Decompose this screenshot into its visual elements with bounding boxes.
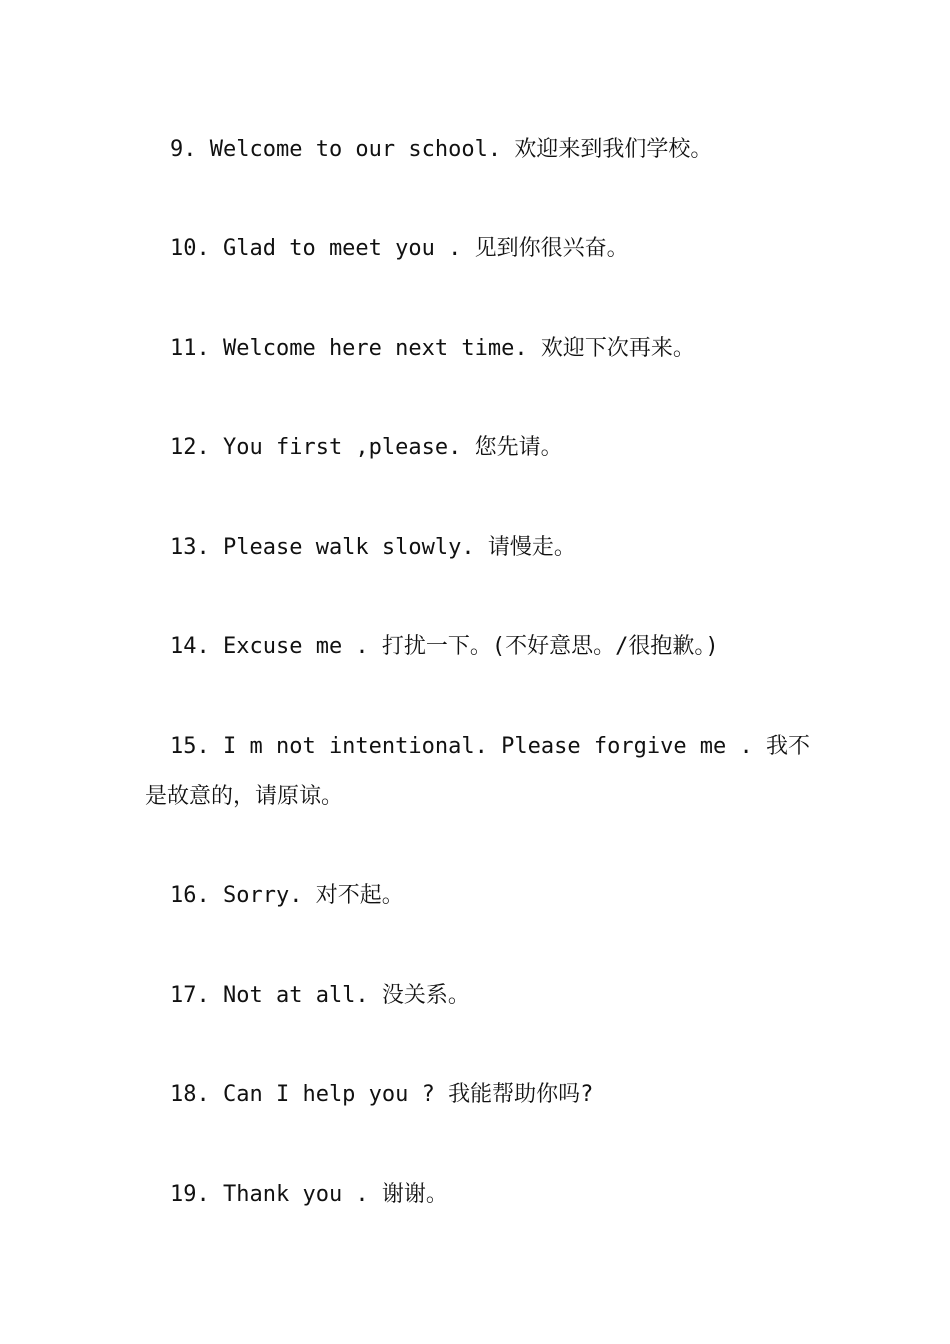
phrase-line-11: 11. Welcome here next time. 欢迎下次再来。 (170, 336, 695, 361)
phrase-line-12: 12. You first ,please. 您先请。 (170, 435, 563, 460)
phrase-line-15: 15. I m not intentional. Please forgive me . 我不是故意的，请原谅。 (145, 734, 811, 809)
phrase-line-19: 19. Thank you . 谢谢。 (170, 1182, 448, 1207)
phrase-line-10: 10. Glad to meet you . 见到你很兴奋。 (170, 236, 629, 261)
phrase-line-13: 13. Please walk slowly. 请慢走。 (170, 535, 576, 560)
phrase-line-9: 9. Welcome to our school. 欢迎来到我们学校。 (170, 137, 713, 162)
phrase-line-17: 17. Not at all. 没关系。 (170, 983, 470, 1008)
phrase-line-14: 14. Excuse me . 打扰一下。(不好意思。/很抱歉。) (170, 634, 719, 659)
phrase-line-16: 16. Sorry. 对不起。 (170, 883, 404, 908)
phrase-line-18: 18. Can I help you ? 我能帮助你吗? (170, 1082, 594, 1107)
